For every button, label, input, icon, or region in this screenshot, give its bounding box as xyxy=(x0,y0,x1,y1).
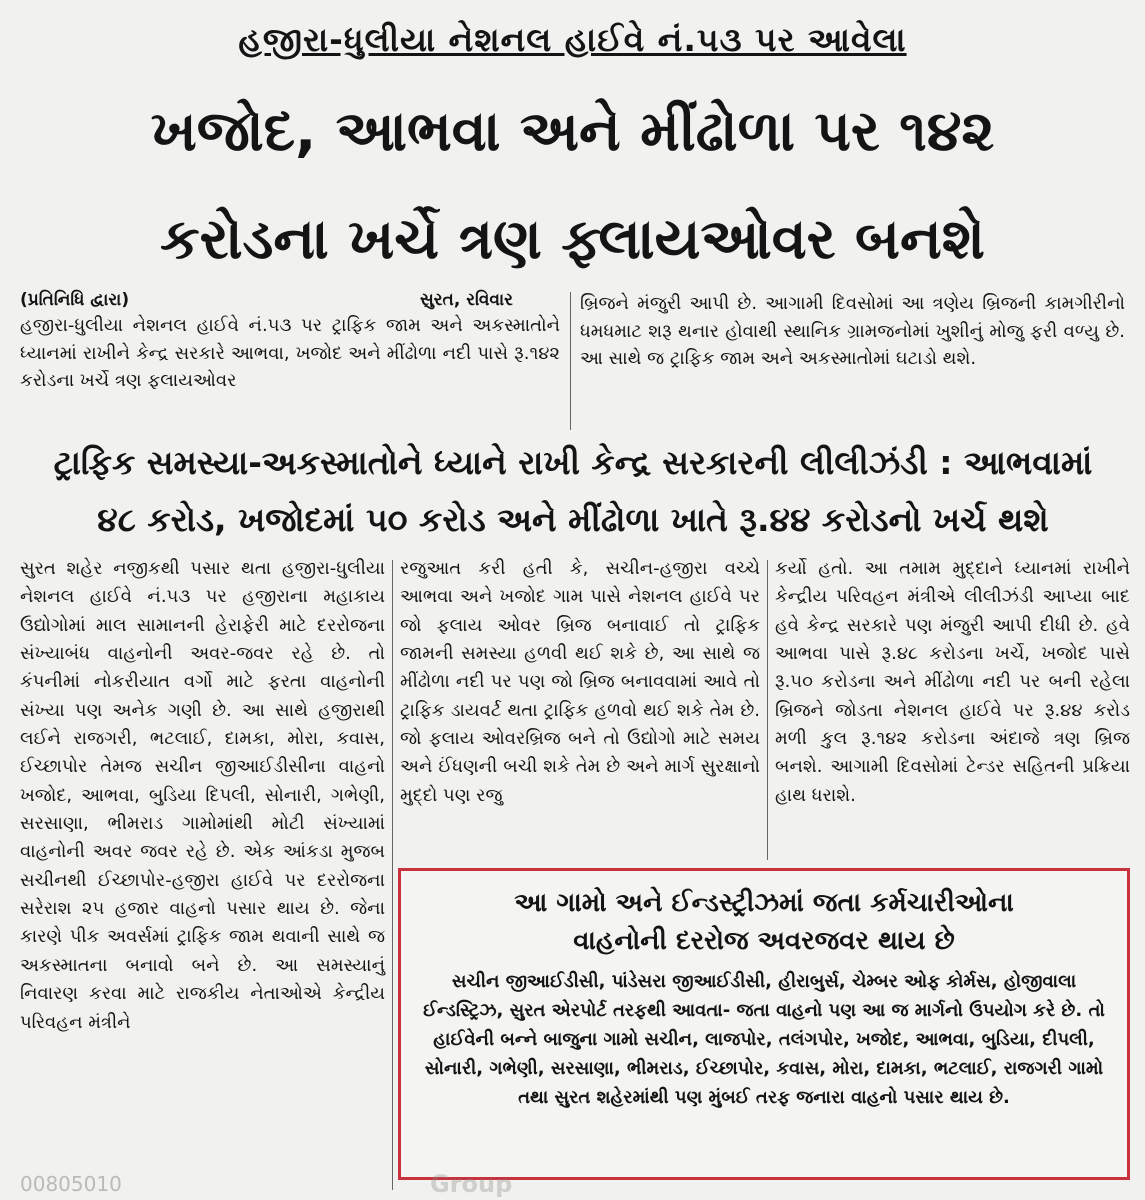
lead-paragraph-left: હજીરા-ધુલીયા નેશનલ હાઈવે નં.૫૩ પર ટ્રાફિક જામ અને અકસ્માતોને ધ્યાનમાં રાખીને કેન્દ્ર સરકારે આભવા, ખજોદ અને મીંઢોળા નદી પાસે રૂ.૧૪૨ કરોડના ખર્ચે ત્રણ ફલાયઓવર xyxy=(20,315,560,392)
highlight-box-title xyxy=(415,885,1113,960)
headline-line-1: ખજોદ, આભવા અને મીંઢોળા પર ૧૪૨ xyxy=(150,99,995,164)
column-divider xyxy=(392,560,393,1190)
highlight-box-body: સચીન જીઆઈડીસી, પાંડેસરા જીઆઈડીસી, હીરાબુર્સ, ચેમ્બર ઓફ કોર્મસ, હોજીવાલા ઈન્ડસ્ટ્રિઝ, સુરત એરપોર્ટ તરફથી આવતા- જતા વાહનો પણ આ જ માર્ગનો ઉપયોગ કરે છે. તો હાઈવેની બન્ને બાજુના ગામો સચીન, લાજપોર, તલંગપોર, ખજોદ, આભવા, બુડિયા, દીપલી, સોનારી, ગભેણી, સરસાણા, ભીમરાડ, ઈચ્છાપોર, કવાસ, મોરા, દામકા, ભટલાઈ, રાજગરી ગામો તથા સુરત શહેરમાંથી પણ મુંબઈ તરફ જનારા વાહનો પસાર થાય છે. xyxy=(423,971,1105,1108)
body-column-3: કર્યો હતો. આ તમામ મુદ્દાને ધ્યાનમાં રાખીને કેન્દ્રીય પરિવહન મંત્રીએ લીલીઝંડી આપ્યા બાદ હવે કેન્દ્ર સરકારે પણ મંજુરી આપી દીધી છે. હવે આભવા પાસે રૂ.૪૮ કરોડના ખર્ચે, ખજોદ પાસે રૂ.૫૦ કરોડના અને મીંઢોળા નદી પર બની રહેલા બ્રિજને જોડતા નેશનલ હાઈવે પર રૂ.૪૪ કરોડ મળી કુલ રૂ.૧૪૨ કરોડના અંદાજે ત્રણ બ્રિજ બનશે. આગામી દિવસોમાં ટેન્ડર સહિતની પ્રક્રિયા હાથ ધરાશે. xyxy=(775,558,1130,806)
watermark: Group xyxy=(430,1170,513,1198)
lead-paragraph-right: બ્રિજને મંજુરી આપી છે. આગામી દિવસોમાં આ ત્રણેય બ્રિજની કામગીરીનો ધમધમાટ શરૂ થનાર હોવાથી સ્થાનિક ગ્રામજનોમાં ખુશીનું મોજુ ફરી વળ્યુ છે. આ સાથે જ ટ્રાફિક જામ અને અકસ્માતોમાં ઘટાડો થશે. xyxy=(580,293,1125,370)
kicker: હજીરા-ધુલીયા નેશનલ હાઈવે નં.૫૩ પર આવેલા xyxy=(238,20,907,59)
body-column-2: રજુઆત કરી હતી કે, સચીન-હજીરા વચ્ચે આભવા અને ખજોદ ગામ પાસે નેશનલ હાઈવે પર જો ફલાય ઓવર બ્રિજ બનાવાઈ તો ટ્રાફિક જામની સમસ્યા હળવી થઈ શકે છે, આ સાથે જ મીંઢોળા નદી પર પણ જો બ્રિજ બનાવવામાં આવે તો ટ્રાફિક ડાયવર્ટ થતા ટ્રાફિક હળવો થઈ શકે તેમ છે. જો ફલાય ઓવરબ્રિજ બને તો ઉદ્યોગો માટે સમય અને ઈંધણની બચી શકે તેમ છે અને માર્ગ સુરક્ષાનો મુદ્દો પણ રજુ xyxy=(400,558,760,806)
subheadline-line-1: ટ્રાફિક સમસ્યા-અકસ્માતોને ધ્યાને રાખી કેન્દ્ર સરકારની લીલીઝંડી : આભવામાં xyxy=(53,443,1093,482)
footer-number: 00805010 xyxy=(20,1172,122,1196)
column-divider xyxy=(570,292,571,430)
column-divider xyxy=(767,560,768,860)
highlight-box-title-line-2: વાહનોની દરરોજ અવરજવર થાય છે xyxy=(573,925,955,956)
subheadline-line-2: ૪૮ કરોડ, ખજોદમાં ૫૦ કરોડ અને મીંઢોળા ખાતે રૂ.૪૪ કરોડનો ખર્ચ થશે xyxy=(97,500,1049,539)
headline-line-2: કરોડના ખર્ચે ત્રણ ફ્લાયઓવર બનશે xyxy=(160,207,985,272)
highlight-box xyxy=(398,868,1130,1180)
highlight-box-title-line-1: આ ગામો અને ઈન્ડસ્ટ્રીઝમાં જતા કર્મચારીઓના xyxy=(514,888,1014,918)
body-column-1: સુરત શહેર નજીકથી પસાર થતા હજીરા-ધુલીયા નેશનલ હાઈવે નં.૫૩ પર હજીરાના મહાકાય ઉદ્યોગોમાં માલ સામાનની હેરાફેરી માટે દરરોજના સંખ્યાબંધ વાહનોની અવર-જવર રહે છે. તો કંપનીમાં નોકરીયાત વર્ગો માટે ફરતા વાહનોની સંખ્યા પણ અનેક ગણી છે. આ સાથે હજીરાથી લઈને રાજગરી, ભટલાઈ, દામકા, મોરા, કવાસ, ઈચ્છાપોર તેમજ સચીન જીઆઈડીસીના વાહનો ખજોદ, આભવા, બુડિયા દિપલી, સોનારી, ગભેણી, સરસાણા, ભીમરાડ ગામોમાંથી મોટી સંખ્યામાં વાહનોની અવર જવર રહે છે. એક આંકડા મુજબ સચીનથી ઈચ્છાપોર-હજીરા હાઈવે પર દરરોજના સરેરાશ ૨૫ હજાર વાહનો પસાર થાય છે. જેના કારણે પીક અવર્સમાં ટ્રાફિક જામ થવાની સાથે જ અકસ્માતના બનાવો બને છે. આ સમસ્યાનું નિવારણ કરવા માટે રાજકીય નેતાઓએ કેન્દ્રીય પરિવહન મંત્રીને xyxy=(20,558,385,1033)
byline: (પ્રતિનિધિ દ્વારા) xyxy=(20,290,130,310)
dateline: સુરત, રવિવાર xyxy=(420,290,513,310)
